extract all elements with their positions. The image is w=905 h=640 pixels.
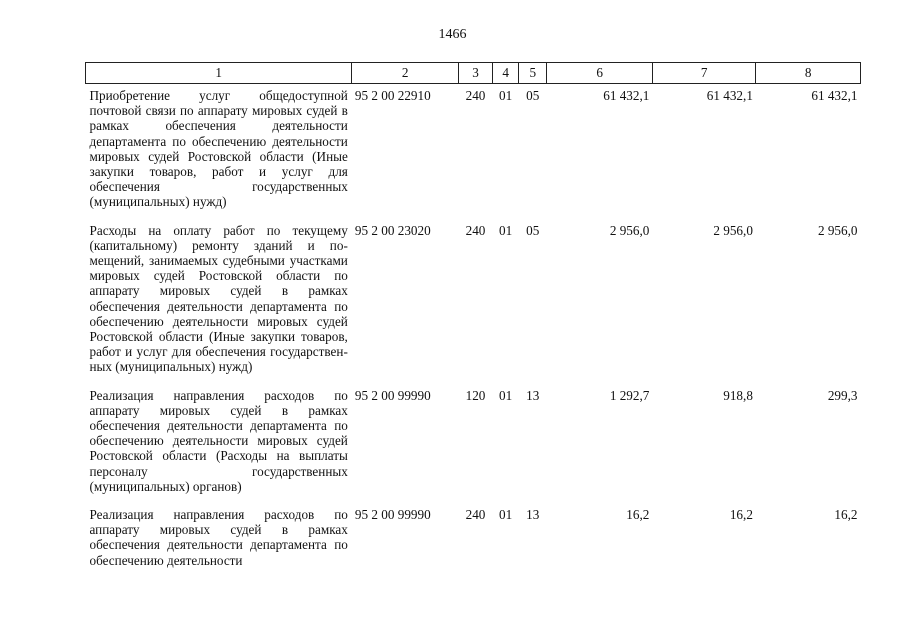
column-header: 1 — [86, 63, 352, 84]
column-header: 2 — [352, 63, 459, 84]
row-vr: 120 — [465, 387, 486, 403]
row-code: 95 2 00 22910 — [354, 88, 431, 103]
row-sum-2: 2 956,0 — [713, 222, 753, 238]
row-rz: 01 — [499, 507, 513, 523]
column-header: 7 — [652, 63, 756, 84]
row-description: Реализация направления расходов по аппарату мировых судей в рамках обеспечения деятельности департамента по обеспечению деятельности мировых судей Ростовской области (Расходы на выплаты персоналу государственных (муниципальных) органов) — [89, 387, 348, 494]
table-row — [86, 503, 861, 577]
row-rz: 01 — [499, 88, 513, 103]
table-row — [86, 384, 861, 503]
row-sum-1: 2 956,0 — [609, 222, 650, 238]
table-row — [86, 84, 861, 219]
row-vr: 240 — [465, 222, 486, 238]
page-number: 1466 — [438, 27, 467, 42]
row-sum-1: 16,2 — [626, 507, 650, 523]
column-header: 3 — [458, 63, 492, 84]
column-header: 4 — [493, 63, 519, 84]
row-sum-2: 61 432,1 — [706, 88, 753, 103]
row-description: Приобретение услуг общедоступной почтовой связи по аппарату мировых судей в рамках обеспечения деятельности департамента по обеспечению деятельности мировых судей Ростовской области (Иные закупки товаров, работ и услуг для обеспечения государственных (муниципальных) нужд) — [89, 88, 348, 210]
row-sum-1: 61 432,1 — [603, 88, 650, 103]
row-rz: 01 — [499, 222, 513, 238]
column-header: 6 — [547, 63, 653, 84]
row-sum-1: 1 292,7 — [609, 387, 650, 403]
row-sum-2: 16,2 — [729, 507, 753, 523]
row-pr: 13 — [526, 387, 540, 403]
row-vr: 240 — [465, 507, 486, 523]
row-description: Реализация направления расходов по аппарату мировых судей в рамках обеспечения деятельности департамента по обеспечению деятельности — [89, 507, 348, 568]
column-header: 5 — [519, 63, 547, 84]
row-pr: 05 — [526, 222, 540, 238]
row-sum-3: 61 432,1 — [811, 88, 858, 103]
table-row — [86, 219, 861, 384]
column-header: 8 — [756, 63, 861, 84]
row-pr: 05 — [526, 88, 540, 103]
row-sum-3: 299,3 — [827, 387, 858, 403]
row-code: 95 2 00 99990 — [354, 387, 431, 403]
row-sum-3: 16,2 — [834, 507, 858, 523]
row-sum-2: 918,8 — [723, 387, 753, 403]
row-sum-3: 2 956,0 — [817, 222, 858, 238]
row-description: Расходы на оплату работ по текущему (капитальному) ремонту зданий и помещений, занимаемых судебными участками мировых судей Ростовской области по аппарату мировых судей в рамках обеспечения деятельности департамента по обеспечению деятельности мировых судей Ростовской области (Иные закупки товаров, работ и услуг для обеспечения государственных (муниципальных) нужд) — [89, 222, 348, 375]
row-code: 95 2 00 99990 — [354, 507, 431, 523]
row-rz: 01 — [499, 387, 513, 403]
row-pr: 13 — [526, 507, 540, 523]
budget-table — [85, 62, 861, 577]
row-vr: 240 — [465, 88, 486, 103]
row-code: 95 2 00 23020 — [354, 222, 431, 238]
table-header-row — [86, 63, 861, 84]
